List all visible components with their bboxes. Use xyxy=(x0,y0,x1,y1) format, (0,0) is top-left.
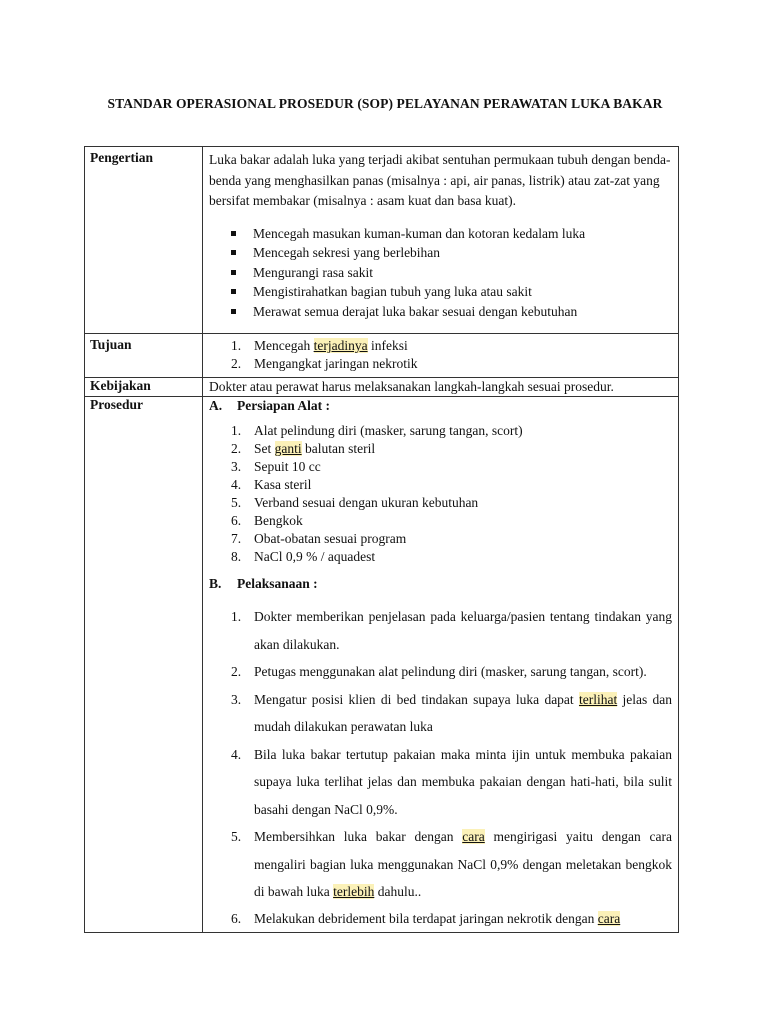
section-title: Pelaksanaan : xyxy=(237,576,318,591)
pelaksanaan-list xyxy=(209,603,672,932)
section-title: Persiapan Alat : xyxy=(237,398,330,413)
list-item xyxy=(209,906,672,932)
alat-list xyxy=(209,422,672,566)
row-pengertian xyxy=(85,147,679,334)
list-item xyxy=(209,422,672,440)
item-number: 3. xyxy=(231,459,242,474)
content-tujuan xyxy=(203,334,679,378)
label-tujuan: Tujuan xyxy=(85,334,203,378)
item-text-pre: Mengatur posisi klien di bed tindakan supaya luka dapat xyxy=(254,691,579,707)
list-item xyxy=(209,823,672,906)
list-item xyxy=(209,458,672,476)
item-number: 6. xyxy=(231,513,242,528)
content-kebijakan: Dokter atau perawat harus melaksanakan langkah-langkah sesuai prosedur. xyxy=(203,378,679,397)
content-pengertian xyxy=(203,147,679,334)
list-item xyxy=(209,337,672,355)
bullet-item: Merawat semua derajat luka bakar sesuai dengan kebutuhan xyxy=(231,302,672,322)
item-text: Bengkok xyxy=(254,513,303,528)
item-number: 8. xyxy=(231,549,242,564)
list-item xyxy=(209,494,672,512)
item-number: 7. xyxy=(231,531,242,546)
item-number: 2. xyxy=(231,441,242,456)
row-prosedur xyxy=(85,397,679,933)
item-text: Mengangkat jaringan nekrotik xyxy=(254,356,418,371)
item-text: Verband sesuai dengan ukuran kebutuhan xyxy=(254,495,479,510)
item-text-pre: Melakukan debridement bila terdapat jaringan nekrotik dengan xyxy=(254,910,598,926)
highlighted-word: ganti xyxy=(274,441,302,456)
list-item xyxy=(209,440,672,458)
item-number: 1. xyxy=(231,423,242,438)
section-letter: B. xyxy=(209,576,222,591)
bullet-item: Mengistirahatkan bagian tubuh yang luka atau sakit xyxy=(231,282,672,302)
list-item xyxy=(209,476,672,494)
item-number: 5. xyxy=(231,829,242,844)
list-item xyxy=(209,355,672,373)
item-text: Bila luka bakar tertutup pakaian maka minta ijin untuk membuka pakaian supaya luka terlihat jelas dan membuka pakaian dengan hati-hati, bila sulit basahi dengan NaCl 0,9%. xyxy=(254,746,672,817)
list-item xyxy=(209,658,672,686)
item-text: Kasa steril xyxy=(254,477,312,492)
sop-table xyxy=(84,146,679,933)
item-number: 1. xyxy=(231,609,242,624)
row-kebijakan xyxy=(85,378,679,397)
item-text-post: dahulu.. xyxy=(374,884,422,899)
tujuan-list xyxy=(209,337,672,373)
item-number: 4. xyxy=(231,477,242,492)
item-text-post: jelas dan mudah dilakukan perawatan luka xyxy=(254,691,672,734)
highlighted-word: terlebih xyxy=(333,884,375,899)
item-text: Obat-obatan sesuai program xyxy=(254,531,407,546)
item-number: 6. xyxy=(231,910,242,926)
section-a-heading xyxy=(209,397,672,415)
label-prosedur: Prosedur xyxy=(85,397,203,933)
list-item xyxy=(209,530,672,548)
label-pengertian: Pengertian xyxy=(85,147,203,334)
bullet-item: Mencegah masukan kuman-kuman dan kotoran kedalam luka xyxy=(231,224,672,244)
item-number: 1. xyxy=(231,338,242,353)
item-text-post: balutan steril xyxy=(301,441,376,456)
highlighted-word: terlihat xyxy=(578,691,618,707)
item-text-mid: mengirigasi yaitu dengan cara mengaliri bagian luka menggunakan NaCl 0,9% dengan meletakan bengkok di bawah luka xyxy=(254,829,673,899)
highlighted-word: cara xyxy=(462,829,485,844)
list-item xyxy=(209,548,672,566)
section-b-heading xyxy=(209,575,672,593)
highlighted-word: terjadinya xyxy=(313,338,368,353)
item-text-post: infeksi xyxy=(367,338,408,353)
item-text: Petugas menggunakan alat pelindung diri (masker, sarung tangan, scort). xyxy=(254,664,647,679)
item-text: Alat pelindung diri (masker, sarung tangan, scort) xyxy=(254,423,523,438)
item-text-pre: Set xyxy=(254,441,275,456)
list-item xyxy=(209,512,672,530)
item-number: 2. xyxy=(231,664,242,679)
section-letter: A. xyxy=(209,398,223,413)
item-number: 5. xyxy=(231,495,242,510)
item-number: 2. xyxy=(231,356,242,371)
item-text: Sepuit 10 cc xyxy=(254,459,321,474)
bullet-item: Mengurangi rasa sakit xyxy=(231,263,672,283)
document-title: STANDAR OPERASIONAL PROSEDUR (SOP) PELAYANAN PERAWATAN LUKA BAKAR xyxy=(107,96,663,111)
list-item xyxy=(209,741,672,824)
label-kebijakan: Kebijakan xyxy=(85,378,203,397)
list-item xyxy=(209,686,672,741)
pengertian-bullets xyxy=(209,224,672,322)
highlighted-word: cara xyxy=(597,910,621,926)
pengertian-text: Luka bakar adalah luka yang terjadi akibat sentuhan permukaan tubuh dengan benda-benda yang menghasilkan panas (misalnya : api, air panas, listrik) atau zat-zat yang bersifat membakar (misalnya : asam kuat dan basa kuat). xyxy=(209,152,671,208)
item-text: Dokter memberikan penjelasan pada keluarga/pasien tentang tindakan yang akan dilakukan. xyxy=(254,609,672,652)
bullet-item: Mencegah sekresi yang berlebihan xyxy=(231,243,672,263)
row-tujuan xyxy=(85,334,679,378)
item-number: 3. xyxy=(231,691,242,707)
item-number: 4. xyxy=(231,746,242,762)
item-text-pre: Membersihkan luka bakar dengan xyxy=(254,829,463,844)
list-item xyxy=(209,603,672,658)
item-text: NaCl 0,9 % / aquadest xyxy=(254,549,376,564)
content-prosedur xyxy=(203,397,679,933)
item-text-pre: Mencegah xyxy=(254,338,314,353)
